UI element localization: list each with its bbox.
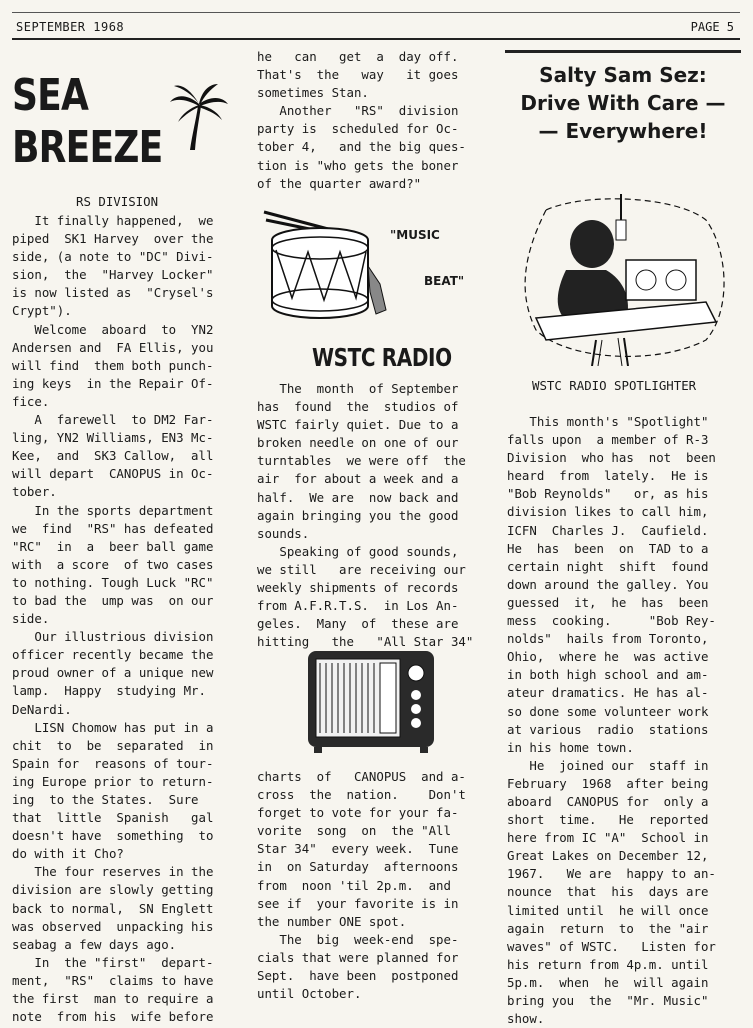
music-beat-line1: "MUSIC: [390, 228, 440, 242]
palm-tree-icon: [168, 80, 230, 150]
spotlight-caption: WSTC RADIO SPOTLIGHTER: [532, 378, 697, 393]
top-rule: [12, 12, 740, 13]
wstc-radio-text-b: charts of CANOPUS and a- cross the nation. Don't forget to vote for your fa- vorite song on the "All Star 34" every week. Tune in on Saturday afternoons from noon 'til 2p.m. and see if your favorite is in the number ONE spot. The big week-end spe- cials that were planned for Sept. have been postponed until October.: [257, 769, 466, 1002]
drum-icon: [262, 206, 390, 324]
spotlight-text: This month's "Spotlight" falls upon a member of R-3 Division who has not been heard from lately. He is "Bob Reynolds" or, as his division likes to call him, ICFN Charles J. Caufield. He has been on TAD to a certain night shift found down around the galley. You guessed it, he has been mess cooking. "Bob Rey- nolds" hails from Toronto, Ohio, where he was active in both high school and am- ateur dramatics. He has al- so done some volunteer work at various radio stations in his home town. He joined our staff in February 1968 after being aboard CANOPUS for only a short time. He reported here from IC "A" School in Great Lakes on December 12, 1967. We are happy to an- nounce that his days are limited until he will once again return to the "air waves" of WSTC. Listen for his return from 4p.m. until 5p.m. when he will again bring you the "Mr. Music" show.: [507, 414, 716, 1027]
salty-sam-slogan: [505, 61, 741, 145]
music-beat-line2: BEAT": [424, 274, 465, 288]
wstc-radio-text-a: The month of September has found the studios of WSTC fairly quiet. Due to a broken needle on one of our turntables we were off the air for about a week and a half. We are now back and again bringing you the good sounds. Speaking of good sounds, we still are receiving our weekly shipments of records from A.F.R.T.S. in Los An- geles. Many of these are hitting the "All Star 34": [257, 381, 474, 650]
rs-division-text: It finally happened, we piped SK1 Harvey over the side, (a note to "DC" Divi- sion, the "Harvey Locker" is now listed as "Crysel's Crypt"). Welcome aboard to YN2 Andersen and FA Ellis, you will find them both punch- ing keys in the Repair Of- fice. A farewell to DM2 Far- ling, YN2 Williams, EN3 Mc- Kee, and SK3 Callow, all will depart CANOPUS in Oc- tober. In the sports department we find "RS" has defeated "RC" in a beer ball game with a score of two cases to nothing. Tough Luck "RC" to bad the ump was on our side. Our illustrious division officer recently became the proud owner of a unique new lamp. Happy studying Mr. DeNardi. LISN Chomow has put in a chit to be separated in Spain for reasons of tour- ing Europe prior to return- ing to the States. Sure that little Spanish gal doesn't have something to do with it Cho? The four reserves in the division are slowly getting back to normal, SN Englett was observed unpacking his seabag a few days ago. In the "first" depart- ment, "RS" claims to have the first man to require a note from his wife before: [12, 213, 214, 1025]
salty-sam-box: [505, 50, 741, 147]
radio-icon: [306, 645, 436, 757]
wstc-radio-heading: WSTC RADIO: [312, 343, 452, 372]
salty-line2: Drive With Care —: [520, 91, 726, 115]
column2-continuation-text: he can get a day off. That's the way it goes sometimes Stan. Another "RS" division party is scheduled for Oc- tober 4, and the big ques- tion is "who gets the boner of the quarter award?": [257, 49, 466, 191]
masthead-line1: SEA: [12, 70, 89, 121]
page-header: [12, 14, 740, 40]
issue-date: SEPTEMBER 1968: [16, 20, 125, 34]
masthead: [12, 72, 162, 176]
masthead-line2: BREEZE: [12, 122, 163, 173]
page-number: PAGE 5: [690, 20, 734, 34]
salty-line3: — Everywhere!: [538, 119, 708, 143]
rs-division-heading: RS DIVISION: [76, 194, 159, 209]
salty-line1: Salty Sam Sez:: [539, 63, 707, 87]
radio-dj-icon: [506, 190, 734, 366]
